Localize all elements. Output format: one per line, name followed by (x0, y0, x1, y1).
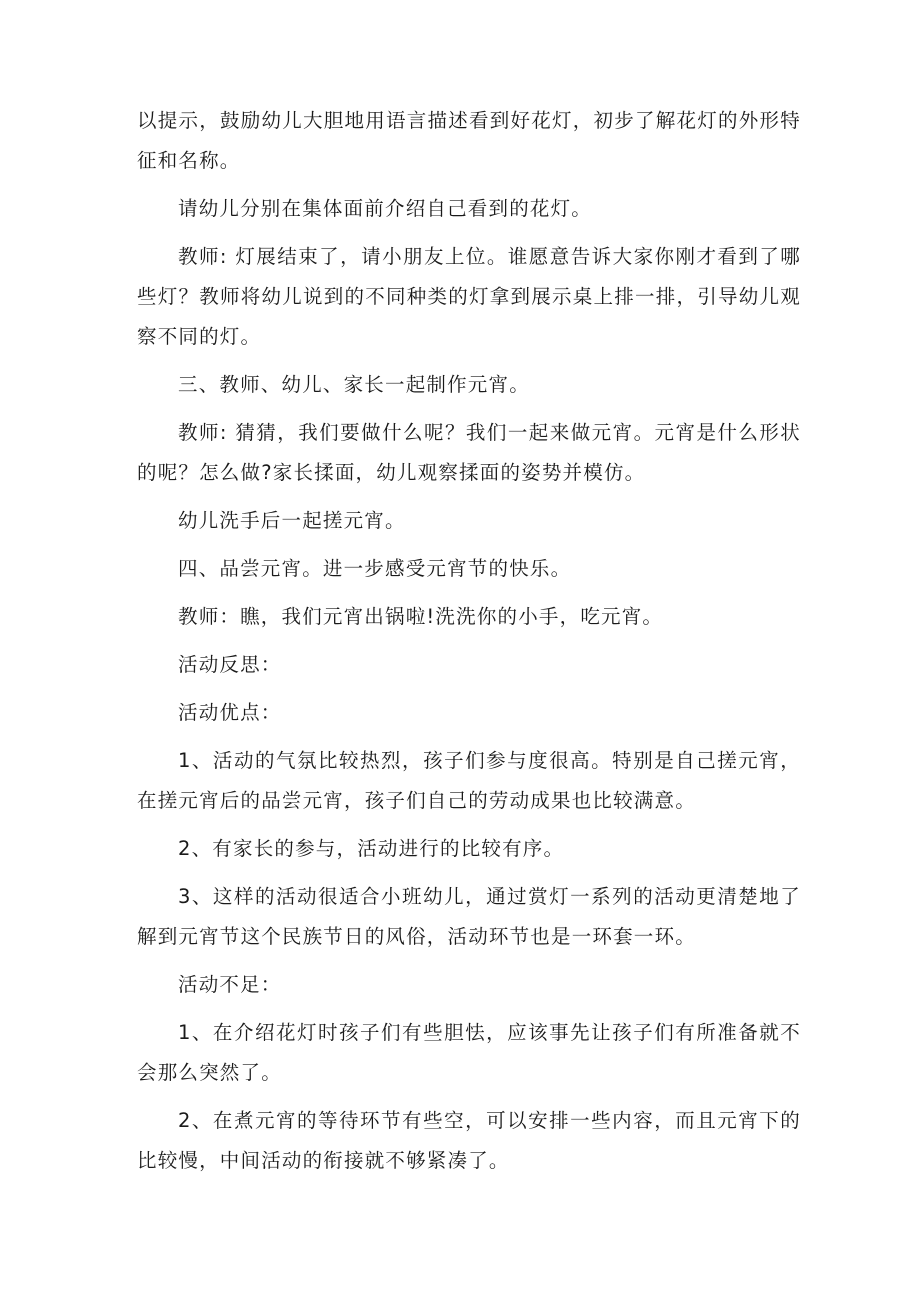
paragraph-teacher-guess: 教师: 猜猜，我们要做什么呢？我们一起来做元宵。元宵是什么形状的呢？怎么做?家长揉面，幼儿观察揉面的姿势并模仿。 (137, 421, 801, 484)
heading-activity-reflection: 活动反思： (178, 653, 282, 676)
paragraph-intro: 以提示，鼓励幼儿大胆地用语言描述看到好花灯，初步了解花灯的外形特征和名称。 (137, 109, 801, 172)
weakness-item-2: 2、在煮元宵的等待环节有些空，可以安排一些内容，而且元宵下的比较慢，中间活动的衔接就不够紧凑了。 (137, 1109, 801, 1172)
strength-item-2: 2、有家长的参与，活动进行的比较有序。 (178, 837, 565, 860)
weakness-item-1: 1、在介绍花灯时孩子们有些胆怯，应该事先让孩子们有所准备就不会那么突然了。 (137, 1021, 801, 1084)
paragraph-introduce-lanterns: 请幼儿分别在集体面前介绍自己看到的花灯。 (178, 197, 593, 220)
strength-item-3: 3、这样的活动很适合小班幼儿，通过赏灯一系列的活动更清楚地了解到元宵节这个民族节日的风俗，活动环节也是一环套一环。 (137, 885, 801, 948)
heading-activity-weaknesses: 活动不足： (178, 973, 282, 996)
heading-activity-strengths: 活动优点： (178, 701, 282, 724)
section-heading-make-yuanxiao: 三、教师、幼儿、家长一起制作元宵。 (178, 373, 530, 396)
document-body (137, 101, 801, 1189)
paragraph-wash-hands: 幼儿洗手后一起搓元宵。 (178, 509, 406, 532)
paragraph-teacher-eat: 教师：瞧，我们元宵出锅啦!洗洗你的小手，吃元宵。 (178, 605, 664, 628)
paragraph-teacher-lantern-show: 教师: 灯展结束了，请小朋友上位。谁愿意告诉大家你刚才看到了哪些灯？教师将幼儿说到的不同种类的灯拿到展示桌上排一排，引导幼儿观察不同的灯。 (137, 245, 801, 348)
strength-item-1: 1、活动的气氛比较热烈，孩子们参与度很高。特别是自己搓元宵，在搓元宵后的品尝元宵，孩子们自己的劳动成果也比较满意。 (137, 749, 801, 812)
section-heading-taste-yuanxiao: 四、品尝元宵。进一步感受元宵节的快乐。 (178, 557, 572, 580)
